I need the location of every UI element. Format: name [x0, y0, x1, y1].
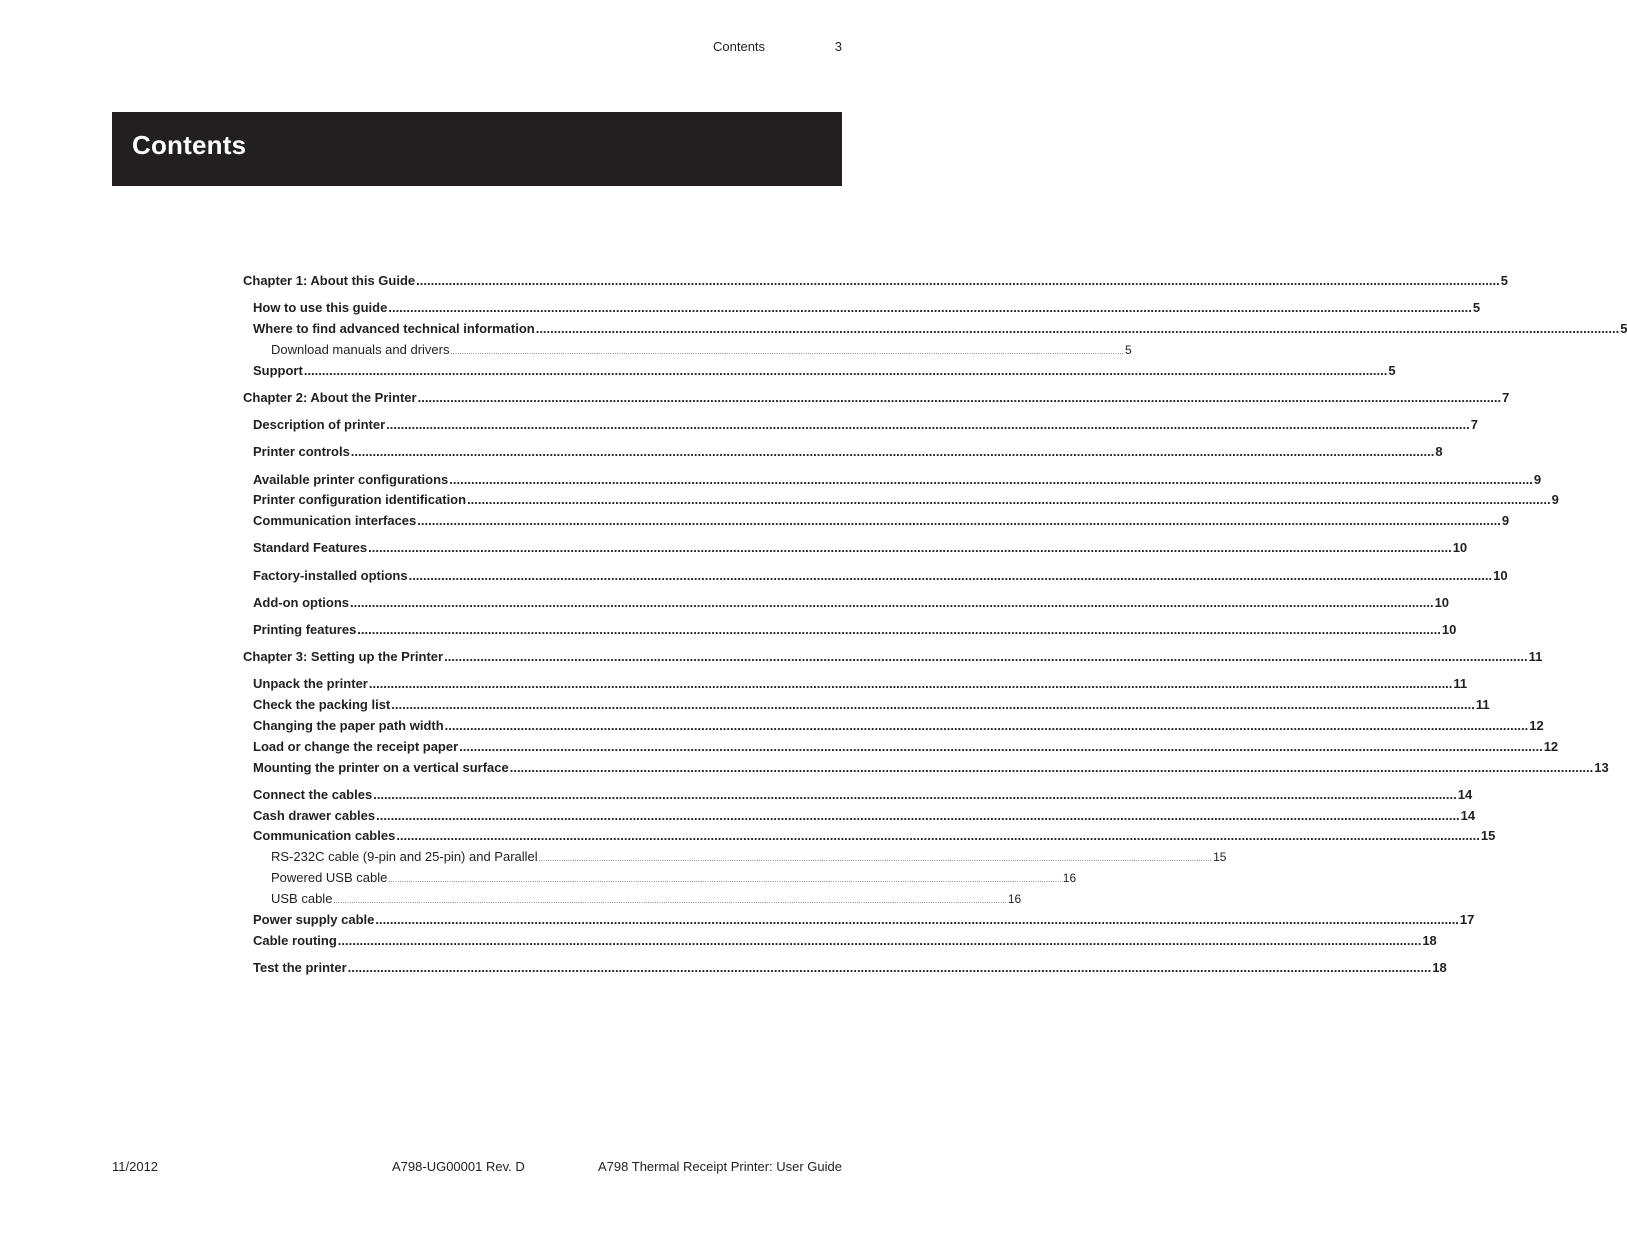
- dot-leader: ............................................................................................................................................................................................................................................................................................................: [357, 622, 1441, 637]
- toc-entry[interactable]: [271, 870, 1077, 888]
- toc-entry-page-number: 14: [1460, 808, 1476, 823]
- toc-entry-label: Power supply cable: [253, 912, 375, 927]
- toc-entry-page-number: 12: [1529, 718, 1544, 733]
- toc-entry-page-number: 14: [1457, 787, 1473, 802]
- toc-entry-label: Communication cables: [253, 828, 396, 843]
- toc-entry-label: Unpack the printer: [253, 676, 368, 691]
- toc-entry-page-number: 5: [1620, 321, 1627, 336]
- toc-entry[interactable]: [253, 568, 1508, 586]
- dot-leader: ............................................................................................................................................................................................................................................................................................................: [509, 760, 1594, 775]
- footer-doc-number: A798-UG00001 Rev. D: [392, 1159, 525, 1174]
- toc-entry-label: Cable routing: [253, 933, 337, 948]
- toc-entry-page-number: 13: [1594, 760, 1609, 775]
- toc-entry[interactable]: [253, 595, 1450, 613]
- dot-leader: ............................................................................................................................................................................................................................................................................................................: [538, 856, 1213, 863]
- toc-entry[interactable]: [253, 912, 1475, 930]
- toc-entry-label: Test the printer: [253, 960, 347, 975]
- toc-entry[interactable]: [253, 787, 1473, 805]
- toc-entry[interactable]: [253, 444, 1443, 462]
- dot-leader: ............................................................................................................................................................................................................................................................................................................: [388, 300, 1472, 315]
- toc-entry[interactable]: [253, 808, 1476, 826]
- toc-entry[interactable]: [253, 697, 1490, 715]
- toc-entry[interactable]: [253, 513, 1510, 531]
- toc-entry-page-number: 9: [1501, 513, 1510, 528]
- toc-entry[interactable]: [271, 849, 1227, 867]
- footer-doc-title: A798 Thermal Receipt Printer: User Guide: [598, 1159, 842, 1174]
- toc-entry-page-number: 10: [1434, 595, 1450, 610]
- toc-entry-page-number: 5: [1472, 300, 1481, 315]
- toc-entry-label: Communication interfaces: [253, 513, 417, 528]
- page-footer: [0, 1159, 954, 1177]
- toc-entry-label: RS-232C cable (9-pin and 25-pin) and Parallel: [271, 849, 538, 864]
- dot-leader: ............................................................................................................................................................................................................................................................................................................: [347, 960, 1432, 975]
- dot-leader: ............................................................................................................................................................................................................................................................................................................: [417, 513, 1501, 528]
- toc-entry-label: Mounting the printer on a vertical surface: [253, 760, 509, 775]
- page-title: Contents: [132, 130, 247, 160]
- toc-entry-page-number: 15: [1213, 850, 1227, 864]
- toc-entry[interactable]: [243, 273, 1508, 291]
- toc-entry[interactable]: [271, 891, 1022, 909]
- dot-leader: ............................................................................................................................................................................................................................................................................................................: [449, 472, 1533, 487]
- toc-entry[interactable]: [253, 622, 1457, 640]
- toc-entry-label: Printer controls: [253, 444, 350, 459]
- toc-entry-page-number: 5: [1124, 343, 1132, 357]
- toc-entry-page-number: 11: [1528, 649, 1543, 664]
- toc-entry-label: Factory-installed options: [253, 568, 408, 583]
- toc-entry-page-number: 16: [1062, 871, 1077, 885]
- toc-entry-label: Changing the paper path width: [253, 718, 444, 733]
- toc-entry-page-number: 18: [1422, 933, 1437, 948]
- dot-leader: ............................................................................................................................................................................................................................................................................................................: [459, 739, 1543, 754]
- toc-entry[interactable]: [253, 676, 1468, 694]
- dot-leader: ............................................................................................................................................................................................................................................................................................................: [376, 808, 1460, 823]
- toc-entry-label: How to use this guide: [253, 300, 388, 315]
- toc-entry[interactable]: [253, 933, 1437, 951]
- running-header-section: Contents: [713, 39, 766, 54]
- toc-entry-page-number: 18: [1432, 960, 1447, 975]
- dot-leader: ............................................................................................................................................................................................................................................................................................................: [368, 676, 1453, 691]
- dot-leader: ............................................................................................................................................................................................................................................................................................................: [396, 828, 1480, 843]
- dot-leader: ............................................................................................................................................................................................................................................................................................................: [467, 492, 1551, 507]
- running-header: [0, 39, 954, 57]
- toc-entry[interactable]: [253, 960, 1447, 978]
- dot-leader: ............................................................................................................................................................................................................................................................................................................: [416, 273, 1500, 288]
- dot-leader: ............................................................................................................................................................................................................................................................................................................: [388, 877, 1062, 884]
- toc-entry-label: Add-on options: [253, 595, 350, 610]
- toc-entry-page-number: 11: [1475, 697, 1490, 712]
- toc-entry-label: Description of printer: [253, 417, 386, 432]
- dot-leader: ............................................................................................................................................................................................................................................................................................................: [368, 540, 1452, 555]
- toc-entry[interactable]: [253, 363, 1396, 381]
- dot-leader: ............................................................................................................................................................................................................................................................................................................: [303, 363, 1388, 378]
- toc-entry-page-number: 12: [1543, 739, 1559, 754]
- toc-entry-label: Check the packing list: [253, 697, 391, 712]
- toc-entry-page-number: 10: [1452, 540, 1468, 555]
- footer-date: 11/2012: [112, 1159, 159, 1174]
- dot-leader: ............................................................................................................................................................................................................................................................................................................: [444, 649, 1528, 664]
- toc-entry[interactable]: [253, 540, 1468, 558]
- dot-leader: ............................................................................................................................................................................................................................................................................................................: [444, 718, 1529, 733]
- toc-entry-page-number: 9: [1551, 492, 1559, 507]
- toc-entry-page-number: 5: [1388, 363, 1396, 378]
- toc-entry[interactable]: [253, 300, 1481, 318]
- toc-entry-label: Powered USB cable: [271, 870, 388, 885]
- toc-entry[interactable]: [253, 828, 1496, 846]
- toc-entry-label: Standard Features: [253, 540, 368, 555]
- dot-leader: ............................................................................................................................................................................................................................................................................................................: [337, 933, 1422, 948]
- toc-entry-page-number: 17: [1459, 912, 1475, 927]
- toc-entry[interactable]: [243, 649, 1543, 667]
- dot-leader: ............................................................................................................................................................................................................................................................................................................: [535, 321, 1620, 336]
- toc-entry-label: Load or change the receipt paper: [253, 739, 459, 754]
- toc-entry-page-number: 9: [1533, 472, 1542, 487]
- dot-leader: ............................................................................................................................................................................................................................................................................................................: [333, 898, 1007, 905]
- toc-entry[interactable]: [253, 417, 1478, 435]
- dot-leader: ............................................................................................................................................................................................................................................................................................................: [373, 787, 1457, 802]
- toc-entry-label: Cash drawer cables: [253, 808, 376, 823]
- toc-entry[interactable]: [271, 342, 1132, 360]
- toc-entry[interactable]: [253, 492, 1559, 510]
- toc-entry-page-number: 7: [1502, 390, 1510, 405]
- toc-entry-page-number: 11: [1453, 676, 1468, 691]
- toc-entry-label: Chapter 3: Setting up the Printer: [243, 649, 444, 664]
- toc-entry-label: Where to find advanced technical information: [253, 321, 535, 336]
- page-number: 3: [834, 39, 842, 54]
- toc-entry-label: Support: [253, 363, 303, 378]
- toc-entry-page-number: 10: [1441, 622, 1457, 637]
- toc-entry-page-number: 7: [1470, 417, 1478, 432]
- toc-entry[interactable]: [243, 390, 1510, 408]
- toc-entry-label: Connect the cables: [253, 787, 373, 802]
- dot-leader: ............................................................................................................................................................................................................................................................................................................: [391, 697, 1475, 712]
- toc-entry[interactable]: [253, 472, 1542, 490]
- title-banner: [112, 112, 842, 186]
- toc-entry-page-number: 10: [1493, 568, 1508, 583]
- toc-entry-page-number: 15: [1480, 828, 1496, 843]
- dot-leader: ............................................................................................................................................................................................................................................................................................................: [350, 595, 1434, 610]
- toc-entry-label: USB cable: [271, 891, 333, 906]
- toc-entry-label: Printer configuration identification: [253, 492, 467, 507]
- toc-entry-label: Chapter 1: About this Guide: [243, 273, 416, 288]
- dot-leader: ............................................................................................................................................................................................................................................................................................................: [375, 912, 1459, 927]
- dot-leader: ............................................................................................................................................................................................................................................................................................................: [417, 390, 1502, 405]
- toc-entry-label: Available printer configurations: [253, 472, 449, 487]
- toc-entry-label: Printing features: [253, 622, 357, 637]
- dot-leader: ............................................................................................................................................................................................................................................................................................................: [350, 444, 1435, 459]
- dot-leader: ............................................................................................................................................................................................................................................................................................................: [386, 417, 1470, 432]
- dot-leader: ............................................................................................................................................................................................................................................................................................................: [408, 568, 1493, 583]
- toc-entry[interactable]: [253, 760, 1609, 778]
- toc-entry-page-number: 5: [1500, 273, 1508, 288]
- toc-entry-label: Chapter 2: About the Printer: [243, 390, 417, 405]
- toc-entry-page-number: 16: [1007, 892, 1022, 906]
- dot-leader: ............................................................................................................................................................................................................................................................................................................: [450, 349, 1124, 356]
- toc-entry-label: Download manuals and drivers: [271, 342, 450, 357]
- toc-entry-page-number: 8: [1435, 444, 1443, 459]
- toc-entry[interactable]: [253, 739, 1559, 757]
- toc-entry[interactable]: [253, 321, 1627, 339]
- toc-entry[interactable]: [253, 718, 1544, 736]
